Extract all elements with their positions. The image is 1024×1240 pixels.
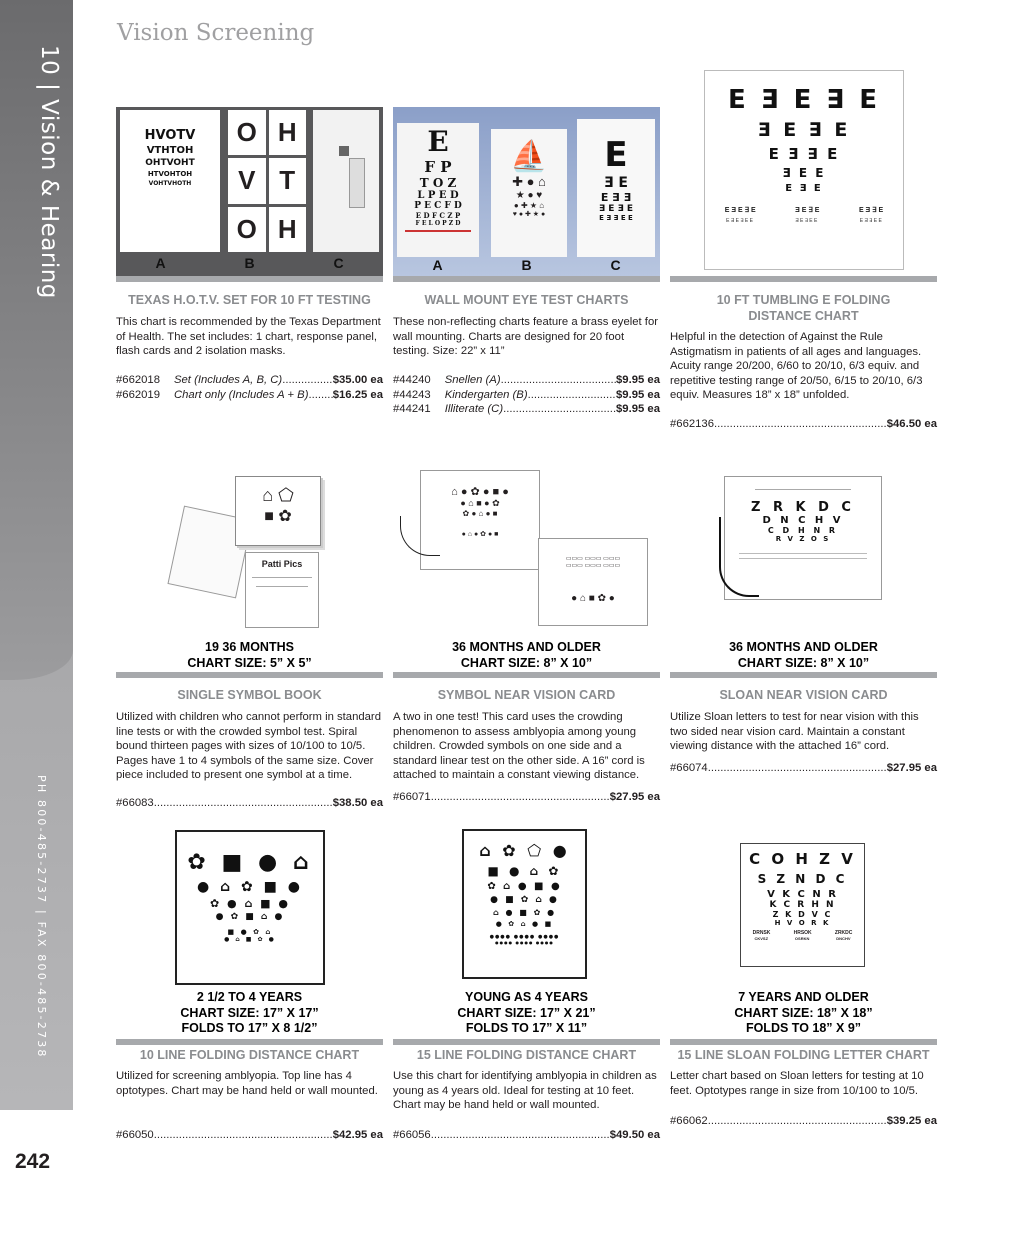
caption-line: 7 YEARS AND OLDER [738, 990, 869, 1004]
product-title: WALL MOUNT EYE TEST CHARTS [424, 293, 629, 307]
price: $42.95 ea [332, 1129, 383, 1141]
label-b: B [521, 257, 532, 273]
tumbling-row: E Ǝ E [785, 183, 823, 194]
price: $49.50 ea [609, 1129, 660, 1141]
sloan-letter-chart-image: C O H Z V S Z N D C V K C N R K C R H N Z K D V C H V O R K DRNSK HRSOK ZRKDC CKVSZ OSRKN DNCHV [740, 843, 865, 967]
hotv-row: OHTVOHT [145, 158, 195, 168]
flash-card: O [228, 110, 266, 155]
product-title: SINGLE SYMBOL BOOK [177, 688, 322, 702]
sloan-row: S Z N D C [757, 872, 848, 886]
tumbling-row: Ǝ E ∃ E [757, 119, 851, 141]
price: $9.95 ea [616, 403, 660, 415]
product-description: This chart is recommended by the Texas Department of Health. The set includes: 1 chart, response panel, flash cards and 2 isolation masks. [116, 316, 381, 357]
product-description: Utilize Sloan letters to test for near vision with this two sided near vision card. Maintain a constant viewing distance with the attached 16” cord. [670, 711, 919, 752]
hotv-row: VOHTVHOTH [148, 180, 192, 187]
symbol-book-image: ⌂ ⬠ ■ ✿ Patti Pics [175, 472, 325, 632]
price: $39.25 ea [886, 1115, 937, 1127]
sku: #662136 [670, 418, 714, 430]
product-title: SLOAN NEAR VISION CARD [719, 688, 888, 702]
tumbling-row: E Ǝ ∃ E [768, 145, 840, 163]
divider-bar [116, 672, 383, 678]
price-list [393, 1128, 660, 1143]
ten-line-chart-image: ✿ ■ ● ⌂ ● ⌂ ✿ ■ ● ✿ ● ⌂ ■ ● ● ✿ ■ ⌂ ● ■ ● ✿ ⌂ ● ⌂ ■ ✿ ● [175, 830, 325, 985]
product-caption [116, 640, 383, 671]
product-title: 15 LINE FOLDING DISTANCE CHART [416, 1048, 637, 1062]
sku: #662019 [116, 388, 160, 401]
hotv-row: HTVOHTOH [147, 170, 193, 178]
price-list [116, 796, 383, 811]
tumbling-row: Ǝ E E [782, 166, 826, 180]
hotv-image [116, 107, 383, 277]
product-description: Utilized with children who cannot perform in standard line tests or with the crowded symbol test. Spiral bound thirteen pages with sizes of 10/100 to 10/5. Pages have 1 to 4 symbols of the same size. Cover piece included to present one symbol at a time. [116, 711, 381, 781]
divider-bar [393, 1039, 660, 1045]
sku: #66050 [116, 1129, 154, 1141]
snellen-row: P E C F D [414, 201, 462, 211]
flash-card: O [228, 207, 266, 252]
price-row [670, 761, 937, 776]
caption-line: CHART SIZE: 18” X 18” [734, 1005, 873, 1020]
product-caption [116, 990, 383, 1037]
item-name: Chart only (Includes A + B) [173, 388, 309, 401]
item-name: Kindergarten (B) [444, 388, 528, 401]
caption-line: 36 MONTHS AND OLDER [729, 640, 878, 654]
product-title: 10 LINE FOLDING DISTANCE CHART [139, 1048, 360, 1062]
price-row [393, 402, 660, 417]
tumbling-e-chart: E Ǝ E ∃ E Ǝ E ∃ E E Ǝ ∃ E Ǝ E E E Ǝ E E Ǝ E ∃ E Ǝ E ∃ E E Ǝ ∃ E E Ǝ E ∃ E E Ǝ E ∃ E E E Ǝ ∃ E E [704, 70, 904, 270]
symbol-row: ● ✿ ■ ⌂ ● [215, 912, 285, 922]
fifteen-line-chart-image: ⌂ ✿ ⬠ ● ■ ● ⌂ ✿ ✿ ⌂ ● ■ ● ● ■ ✿ ⌂ ● ⌂ ● ■ ✿ ● ● ✿ ⌂ ● ■ ●●●● ●●●● ●●●● ●●●● ●●●● ●●●● [462, 829, 587, 979]
sku: #66062 [670, 1115, 708, 1127]
sloan-row: H V O R K [774, 919, 831, 927]
price-row [393, 388, 660, 403]
product-caption [670, 990, 937, 1037]
label-c: C [610, 257, 621, 273]
divider-bar [670, 276, 937, 282]
caption-line: CHART SIZE: 8” X 10” [460, 655, 593, 670]
sloan-row: V K C N R [767, 889, 838, 900]
page-number: 242 [15, 1150, 51, 1173]
price-row [116, 796, 383, 811]
sloan-near-image [724, 476, 882, 600]
price: $9.95 ea [616, 374, 660, 386]
caption-line: FOLDS TO 18” X 9” [745, 1021, 862, 1035]
product-caption [670, 640, 937, 671]
sku: #66074 [670, 762, 708, 774]
hotv-chart-a [120, 110, 220, 252]
caption-line: FOLDS TO 17” X 11” [465, 1021, 588, 1035]
product-title [670, 292, 937, 324]
sloan-near-row: D N C H V [762, 515, 844, 526]
caption-line: CHART SIZE: 8” X 10” [737, 655, 870, 670]
product-description: Helpful in the detection of Against the Rule Astigmatism in patients of all ages and languages. Acuity range 20/200, 6/60 to 20/10, 6/3 equiv. and repetitive testing range of 20/50, 6/15 to 20/10, 6/3 equiv. Measures 18” x 18” unfolded. [670, 331, 923, 401]
sku: #66083 [116, 797, 154, 809]
price-row [116, 1128, 383, 1143]
sku: #66071 [393, 791, 431, 803]
flash-card: V [228, 158, 266, 203]
flash-card: H [269, 207, 307, 252]
symbol-row: ● ⌂ ✿ ■ ● [197, 879, 303, 895]
divider-bar [670, 1039, 937, 1045]
symbol-row: ■ ● ✿ ⌂ [227, 928, 273, 936]
price-list [393, 790, 660, 805]
hotv-row: HVOTV [144, 128, 196, 143]
price-row [116, 373, 383, 388]
label-a: A [432, 257, 443, 273]
wall-chart-labels [393, 257, 660, 273]
sloan-row: K C R H N [769, 900, 836, 910]
flash-card: T [269, 158, 307, 203]
caption-line: CHART SIZE: 5” X 5” [187, 655, 312, 670]
product-description: Utilized for screening amblyopia. Top line has 4 optotypes. Chart may be hand held or wall mounted. [116, 1070, 378, 1097]
product-title: TEXAS H.O.T.V. SET FOR 10 FT TESTING [128, 293, 371, 307]
sku: #44241 [393, 403, 431, 415]
item-name: Snellen (A) [444, 374, 501, 386]
illiterate-chart: E Ǝ E E ∃ Ǝ ∃ E Ǝ E E Ǝ ∃ E E [577, 119, 655, 257]
product-title: 15 LINE SLOAN FOLDING LETTER CHART [677, 1048, 930, 1062]
hotv-row: VTHTOH [146, 145, 194, 156]
label-c: C [333, 255, 344, 271]
sloan-near-row: R V Z O S [775, 535, 831, 543]
side-tab [0, 0, 73, 1110]
contact-phone-fax: PH 800-485-2737 | FAX 800-485-2738 [35, 775, 48, 1059]
caption-line: YOUNG AS 4 YEARS [465, 990, 588, 1004]
sku: #66056 [393, 1129, 431, 1141]
price-row [116, 388, 383, 403]
price-list [393, 373, 660, 417]
price-row [670, 417, 937, 432]
divider-bar [393, 276, 660, 282]
price: $38.50 ea [332, 797, 383, 809]
caption-line: 2 1/2 TO 4 YEARS [196, 990, 303, 1004]
sloan-near-row: Z R K D C [751, 500, 855, 515]
product-description: These non-reflecting charts feature a brass eyelet for wall mounting. Charts are designed for 20 foot testing. Size: 22” x 11” [393, 316, 658, 357]
caption-line: 19 36 MONTHS [205, 640, 294, 654]
caption-line: CHART SIZE: 17” X 21” [457, 1005, 596, 1020]
section-label: 10 | Vision & Hearing [36, 45, 62, 299]
label-b: B [244, 255, 255, 271]
price-list [670, 761, 937, 776]
hotv-flash-cards [228, 110, 306, 252]
item-name: Set (Includes A, B, C) [173, 374, 283, 386]
sloan-row: Z K D V C [772, 910, 833, 919]
divider-bar [116, 1039, 383, 1045]
divider-bar [116, 276, 383, 282]
snellen-row: F E L O P Z D [415, 220, 461, 227]
item-name: Illiterate (C) [444, 403, 504, 415]
symbol-near-image: ⌂ ● ✿ ● ■ ● ● ⌂ ■ ● ✿ ✿ ● ⌂ ● ■ ● ⌂ ● ✿ ● ■ ▭▭▭ ▭▭▭ ▭▭▭ ▭▭▭ ▭▭▭ ▭▭▭ ● ⌂ ■ ✿ ● [400, 466, 650, 636]
product-caption [393, 640, 660, 671]
snellen-row: F P [424, 158, 452, 176]
flash-card: H [269, 110, 307, 155]
hotv-labels [116, 255, 383, 271]
tumbling-row: E Ǝ E ∃ E [727, 85, 880, 115]
price: $27.95 ea [886, 762, 937, 774]
sloan-row: C O H Z V [749, 850, 856, 868]
wall-chart-image [393, 107, 660, 277]
product-description: Letter chart based on Sloan letters for testing at 10 feet. Optotypes range in size from 10/100 to 10/5. [670, 1070, 924, 1097]
kindergarten-chart: ⛵ ✚ ● ⌂ ★ ● ♥ ● ✚ ★ ⌂ ♥ ● ✚ ★ ● [491, 129, 567, 257]
price: $16.25 ea [332, 388, 383, 401]
price-list [670, 1114, 937, 1129]
price-row [393, 1128, 660, 1143]
label-a: A [155, 255, 166, 271]
symbol-row: ✿ ■ ● ⌂ [187, 850, 313, 875]
sloan-near-row: C D H N R [767, 526, 839, 535]
sku: #44243 [393, 388, 431, 401]
price-row [393, 373, 660, 388]
price-list [116, 373, 383, 402]
price: $46.50 ea [886, 418, 937, 430]
hotv-isolation-mask [313, 110, 379, 252]
product-description: A two in one test! This card uses the crowding phenomenon to assess amblyopia among young children. Crowded symbols on one side and a standard linear test on the other side. A 16” cord is attached to maintain a constant viewing distance. [393, 711, 645, 781]
snellen-chart [397, 123, 479, 257]
caption-line: CHART SIZE: 17” X 17” [180, 1005, 319, 1020]
price-list [116, 1128, 383, 1143]
product-title-line: 10 FT TUMBLING E FOLDING [716, 293, 891, 307]
price-row [670, 1114, 937, 1129]
caption-line: 36 MONTHS AND OLDER [452, 640, 601, 654]
snellen-row: E D F C Z P [415, 211, 461, 220]
product-title: SYMBOL NEAR VISION CARD [437, 688, 616, 702]
price: $35.00 ea [332, 374, 383, 386]
price: $9.95 ea [616, 388, 660, 401]
product-description: Use this chart for identifying amblyopia in children as young as 4 years old. Ideal for testing at 10 feet. Chart may be hand held or wall mounted. [393, 1070, 657, 1111]
price-list [670, 417, 937, 432]
sku: #662018 [116, 374, 160, 386]
page-title: Vision Screening [117, 20, 315, 46]
snellen-row: L P E D [417, 190, 459, 201]
price: $27.95 ea [609, 791, 660, 803]
product-caption [393, 990, 660, 1037]
product-title-line: DISTANCE CHART [748, 309, 859, 323]
snellen-row: E [427, 125, 449, 158]
caption-line: FOLDS TO 17” X 8 1/2” [181, 1021, 318, 1035]
divider-bar [393, 672, 660, 678]
snellen-row: T O Z [419, 176, 457, 190]
divider-bar [670, 672, 937, 678]
sku: #44240 [393, 374, 431, 386]
price-row [393, 790, 660, 805]
symbol-row: ✿ ● ⌂ ■ ● [210, 897, 290, 910]
